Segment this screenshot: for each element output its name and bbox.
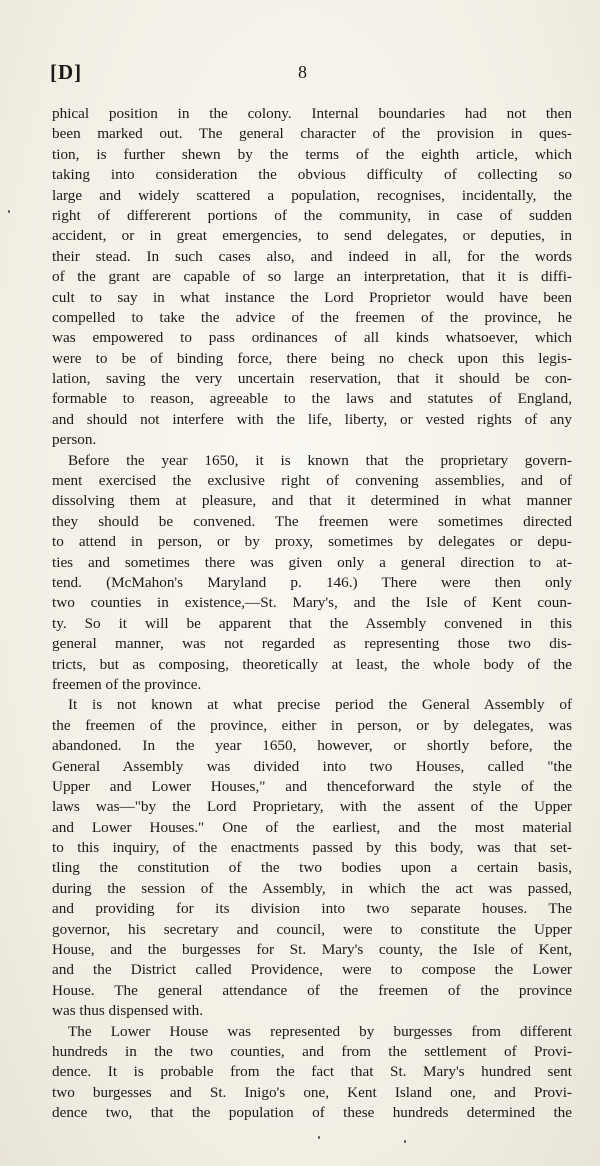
text-line: hundreds in the two counties, and from the settlement of Provi-: [52, 1042, 572, 1060]
text-line: and should not interfere with the life, liberty, or vested rights of any: [52, 410, 572, 428]
page-header: [40, 60, 560, 90]
text-line: ties and sometimes there was given only a general direction to at-: [52, 553, 572, 571]
text-line: dence two, that the population of these hundreds determined the: [52, 1104, 572, 1122]
text-line: Before the year 1650, it is known that the proprietary govern-: [68, 451, 572, 469]
text-line: two counties in existence,—St. Mary's, and the Isle of Kent coun-: [52, 594, 572, 612]
text-line: cult to say in what instance the Lord Proprietor would have been: [52, 288, 572, 306]
text-line: were to be of binding force, there being no check upon this legis-: [52, 349, 572, 367]
text-line: phical position in the colony. Internal boundaries had not then: [52, 105, 572, 122]
text-line: governor, his secretary and council, were to constitute the Upper: [52, 920, 572, 938]
text-line: ty. So it will be apparent that the Assembly convened in this: [52, 614, 572, 632]
text-line: general manner, was not regarded as representing those two dis-: [52, 635, 572, 653]
text-line: The Lower House was represented by burgesses from different: [68, 1022, 572, 1040]
text-line: Upper and Lower Houses," and thenceforward the style of the: [52, 777, 572, 795]
text-line: to attend in person, or by proxy, sometimes by delegates or depu-: [52, 533, 572, 551]
text-line: the freemen of the province, either in person, or by delegates, was: [52, 716, 572, 734]
text-line: laws was—"by the Lord Proprietary, with the assent of the Upper: [52, 798, 572, 816]
text-line: compelled to take the advice of the freemen of the province, he: [52, 308, 572, 326]
text-line: tend. (McMahon's Maryland p. 146.) There were then only: [52, 573, 572, 591]
print-speck: [8, 210, 10, 213]
text-line: It is not known at what precise period the General Assembly of: [68, 696, 572, 714]
text-line: freemen of the province.: [52, 675, 202, 693]
text-line: House. The general attendance of the freemen of the province: [52, 981, 572, 999]
text-line: during the session of the Assembly, in which the act was passed,: [52, 879, 572, 897]
text-line: dence. It is probable from the fact that St. Mary's hundred sent: [52, 1063, 572, 1081]
text-line: was empowered to pass ordinances of all kinds whatsoever, which: [52, 329, 572, 347]
text-line: and providing for its division into two separate houses. The: [52, 900, 572, 918]
text-line: tling the constitution of the two bodies upon a certain basis,: [52, 859, 572, 877]
text-line: ment exercised the exclusive right of convening assemblies, and of: [52, 472, 572, 490]
text-line: they should be convened. The freemen were sometimes directed: [52, 512, 572, 530]
text-line: accident, or in great emergencies, to send delegates, or deputies, in: [52, 227, 572, 245]
page-number: 8: [298, 62, 307, 82]
text-line: lation, saving the very uncertain reservation, that it should be con-: [52, 370, 572, 388]
text-line: dissolving them at pleasure, and that it determined in what manner: [52, 492, 572, 510]
text-line: taking into consideration the obvious difficulty of collecting so: [52, 166, 572, 184]
text-line: tion, is further shewn by the terms of the eighth article, which: [52, 145, 572, 163]
text-line: was thus dispensed with.: [52, 1002, 204, 1020]
signature-mark: [D]: [50, 60, 83, 84]
print-speck: [404, 1140, 406, 1143]
text-line: and Lower Houses." One of the earliest, and the most material: [52, 818, 572, 836]
text-line: person.: [52, 431, 97, 449]
text-line: to this inquiry, of the enactments passed by this body, was that set-: [52, 839, 572, 857]
text-line: abandoned. In the year 1650, however, or shortly before, the: [52, 737, 572, 755]
text-line: right of differerent portions of the community, in case of sudden: [52, 206, 572, 224]
text-line: two burgesses and St. Inigo's one, Kent Island one, and Provi-: [52, 1083, 572, 1101]
text-line: been marked out. The general character of the provision in ques-: [52, 125, 572, 143]
print-speck: [318, 1136, 320, 1139]
text-line: and the District called Providence, were to compose the Lower: [52, 961, 572, 979]
text-line: House, and the burgesses for St. Mary's county, the Isle of Kent,: [52, 941, 572, 959]
text-line: of the grant are capable of so large an interpretation, that it is diffi-: [52, 268, 572, 286]
body-text: [52, 104, 572, 1124]
text-line: their stead. In such cases also, and indeed in all, for the words: [52, 247, 572, 265]
text-line: General Assembly was divided into two Houses, called "the: [52, 757, 572, 775]
text-line: large and widely scattered a population, recognises, incidentally, the: [52, 186, 572, 204]
text-line: tricts, but as composing, theoretically at least, the whole body of the: [52, 655, 572, 673]
text-line: formable to reason, agreeable to the laws and statutes of England,: [52, 390, 572, 408]
